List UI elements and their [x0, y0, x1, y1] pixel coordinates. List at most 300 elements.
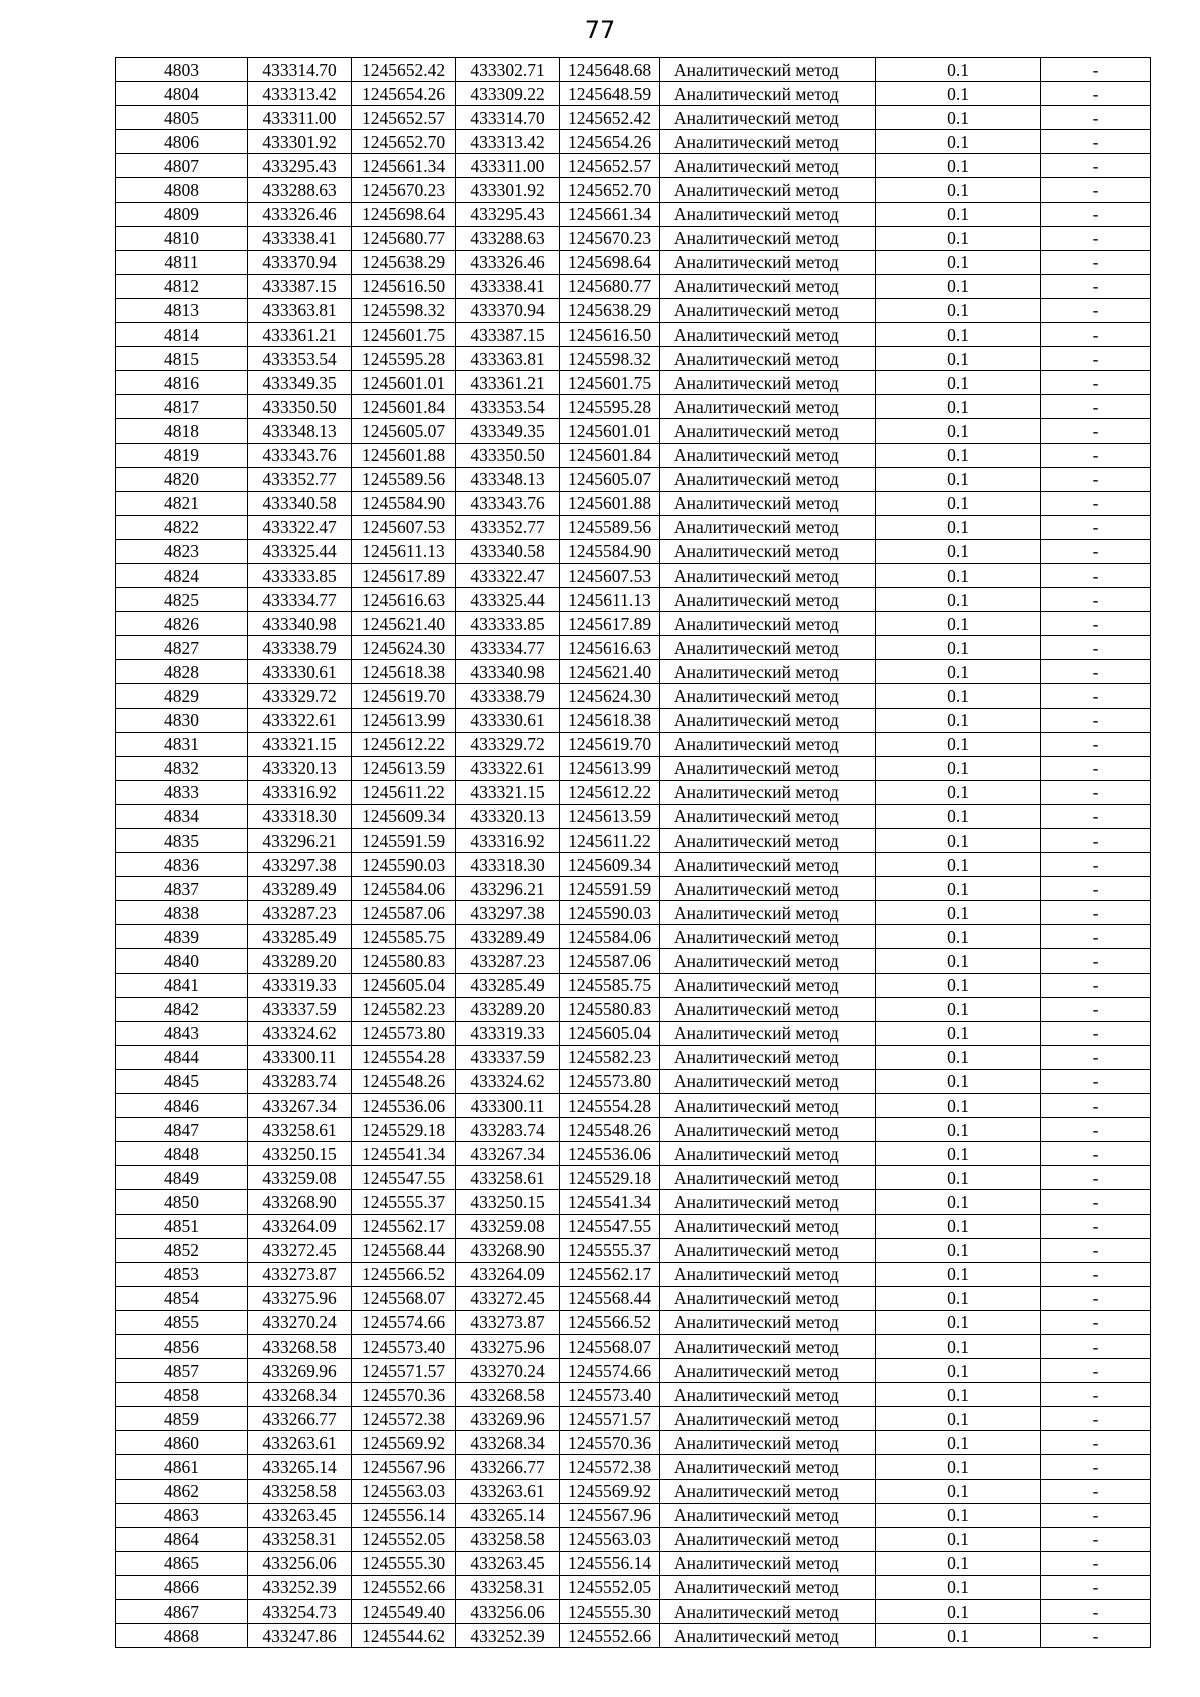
y-coordinate-cell: 1245555.37 [352, 1190, 456, 1214]
prev-x-coordinate-cell: 433363.81 [456, 347, 560, 371]
point-number-cell: 4831 [116, 732, 248, 756]
accuracy-cell: 0.1 [876, 1190, 1041, 1214]
table-row [116, 1214, 1151, 1238]
table-row [116, 1503, 1151, 1527]
method-cell: Аналитический метод [660, 1383, 876, 1407]
method-cell: Аналитический метод [660, 443, 876, 467]
x-coordinate-cell: 433343.76 [248, 443, 352, 467]
y-coordinate-cell: 1245607.53 [352, 515, 456, 539]
point-number-cell: 4824 [116, 563, 248, 587]
method-cell: Аналитический метод [660, 563, 876, 587]
method-cell: Аналитический метод [660, 1045, 876, 1069]
accuracy-cell: 0.1 [876, 684, 1041, 708]
method-cell: Аналитический метод [660, 82, 876, 106]
method-cell: Аналитический метод [660, 853, 876, 877]
method-cell: Аналитический метод [660, 323, 876, 347]
prev-x-coordinate-cell: 433322.61 [456, 756, 560, 780]
table-row [116, 588, 1151, 612]
prev-y-coordinate-cell: 1245566.52 [560, 1310, 660, 1334]
prev-y-coordinate-cell: 1245611.13 [560, 588, 660, 612]
prev-y-coordinate-cell: 1245580.83 [560, 997, 660, 1021]
x-coordinate-cell: 433297.38 [248, 853, 352, 877]
prev-x-coordinate-cell: 433296.21 [456, 877, 560, 901]
method-cell: Аналитический метод [660, 901, 876, 925]
table-row [116, 1142, 1151, 1166]
prev-y-coordinate-cell: 1245569.92 [560, 1479, 660, 1503]
note-cell: - [1041, 226, 1151, 250]
point-number-cell: 4850 [116, 1190, 248, 1214]
table-row [116, 1190, 1151, 1214]
point-number-cell: 4811 [116, 250, 248, 274]
table-row [116, 515, 1151, 539]
accuracy-cell: 0.1 [876, 323, 1041, 347]
accuracy-cell: 0.1 [876, 997, 1041, 1021]
note-cell: - [1041, 660, 1151, 684]
table-row [116, 973, 1151, 997]
method-cell: Аналитический метод [660, 371, 876, 395]
y-coordinate-cell: 1245618.38 [352, 660, 456, 684]
prev-y-coordinate-cell: 1245585.75 [560, 973, 660, 997]
method-cell: Аналитический метод [660, 925, 876, 949]
prev-y-coordinate-cell: 1245556.14 [560, 1551, 660, 1575]
y-coordinate-cell: 1245574.66 [352, 1310, 456, 1334]
x-coordinate-cell: 433265.14 [248, 1455, 352, 1479]
table-row [116, 997, 1151, 1021]
accuracy-cell: 0.1 [876, 298, 1041, 322]
prev-x-coordinate-cell: 433268.90 [456, 1238, 560, 1262]
accuracy-cell: 0.1 [876, 563, 1041, 587]
table-row [116, 443, 1151, 467]
note-cell: - [1041, 925, 1151, 949]
y-coordinate-cell: 1245587.06 [352, 901, 456, 925]
table-row [116, 684, 1151, 708]
note-cell: - [1041, 636, 1151, 660]
note-cell: - [1041, 997, 1151, 1021]
x-coordinate-cell: 433258.31 [248, 1527, 352, 1551]
y-coordinate-cell: 1245584.06 [352, 877, 456, 901]
method-cell: Аналитический метод [660, 1118, 876, 1142]
prev-x-coordinate-cell: 433263.61 [456, 1479, 560, 1503]
prev-y-coordinate-cell: 1245605.07 [560, 467, 660, 491]
prev-x-coordinate-cell: 433314.70 [456, 106, 560, 130]
prev-x-coordinate-cell: 433330.61 [456, 708, 560, 732]
prev-y-coordinate-cell: 1245652.57 [560, 154, 660, 178]
note-cell: - [1041, 1503, 1151, 1527]
point-number-cell: 4816 [116, 371, 248, 395]
y-coordinate-cell: 1245590.03 [352, 853, 456, 877]
prev-x-coordinate-cell: 433267.34 [456, 1142, 560, 1166]
point-number-cell: 4835 [116, 829, 248, 853]
note-cell: - [1041, 1455, 1151, 1479]
table-row [116, 1479, 1151, 1503]
point-number-cell: 4868 [116, 1624, 248, 1648]
prev-x-coordinate-cell: 433268.34 [456, 1431, 560, 1455]
point-number-cell: 4849 [116, 1166, 248, 1190]
x-coordinate-cell: 433269.96 [248, 1359, 352, 1383]
point-number-cell: 4837 [116, 877, 248, 901]
x-coordinate-cell: 433334.77 [248, 588, 352, 612]
method-cell: Аналитический метод [660, 1503, 876, 1527]
point-number-cell: 4847 [116, 1118, 248, 1142]
note-cell: - [1041, 804, 1151, 828]
point-number-cell: 4829 [116, 684, 248, 708]
x-coordinate-cell: 433353.54 [248, 347, 352, 371]
method-cell: Аналитический метод [660, 202, 876, 226]
prev-y-coordinate-cell: 1245612.22 [560, 780, 660, 804]
x-coordinate-cell: 433349.35 [248, 371, 352, 395]
point-number-cell: 4862 [116, 1479, 248, 1503]
y-coordinate-cell: 1245612.22 [352, 732, 456, 756]
prev-y-coordinate-cell: 1245638.29 [560, 298, 660, 322]
note-cell: - [1041, 1069, 1151, 1093]
x-coordinate-cell: 433340.98 [248, 612, 352, 636]
x-coordinate-cell: 433325.44 [248, 539, 352, 563]
y-coordinate-cell: 1245541.34 [352, 1142, 456, 1166]
note-cell: - [1041, 371, 1151, 395]
point-number-cell: 4832 [116, 756, 248, 780]
method-cell: Аналитический метод [660, 636, 876, 660]
accuracy-cell: 0.1 [876, 58, 1041, 82]
point-number-cell: 4845 [116, 1069, 248, 1093]
prev-y-coordinate-cell: 1245611.22 [560, 829, 660, 853]
point-number-cell: 4809 [116, 202, 248, 226]
accuracy-cell: 0.1 [876, 1214, 1041, 1238]
accuracy-cell: 0.1 [876, 1334, 1041, 1358]
prev-y-coordinate-cell: 1245624.30 [560, 684, 660, 708]
point-number-cell: 4839 [116, 925, 248, 949]
point-number-cell: 4812 [116, 274, 248, 298]
note-cell: - [1041, 323, 1151, 347]
table-row [116, 1118, 1151, 1142]
method-cell: Аналитический метод [660, 395, 876, 419]
point-number-cell: 4828 [116, 660, 248, 684]
method-cell: Аналитический метод [660, 347, 876, 371]
note-cell: - [1041, 1310, 1151, 1334]
x-coordinate-cell: 433287.23 [248, 901, 352, 925]
prev-x-coordinate-cell: 433285.49 [456, 973, 560, 997]
note-cell: - [1041, 780, 1151, 804]
method-cell: Аналитический метод [660, 298, 876, 322]
prev-x-coordinate-cell: 433311.00 [456, 154, 560, 178]
prev-y-coordinate-cell: 1245609.34 [560, 853, 660, 877]
method-cell: Аналитический метод [660, 1190, 876, 1214]
note-cell: - [1041, 1166, 1151, 1190]
y-coordinate-cell: 1245661.34 [352, 154, 456, 178]
table-row [116, 1045, 1151, 1069]
note-cell: - [1041, 1527, 1151, 1551]
point-number-cell: 4851 [116, 1214, 248, 1238]
table-row [116, 106, 1151, 130]
note-cell: - [1041, 539, 1151, 563]
point-number-cell: 4856 [116, 1334, 248, 1358]
point-number-cell: 4808 [116, 178, 248, 202]
x-coordinate-cell: 433322.61 [248, 708, 352, 732]
prev-y-coordinate-cell: 1245555.37 [560, 1238, 660, 1262]
table-row [116, 901, 1151, 925]
note-cell: - [1041, 1021, 1151, 1045]
table-row [116, 877, 1151, 901]
y-coordinate-cell: 1245601.84 [352, 395, 456, 419]
x-coordinate-cell: 433340.58 [248, 491, 352, 515]
y-coordinate-cell: 1245616.63 [352, 588, 456, 612]
accuracy-cell: 0.1 [876, 732, 1041, 756]
method-cell: Аналитический метод [660, 804, 876, 828]
table-row [116, 1021, 1151, 1045]
method-cell: Аналитический метод [660, 467, 876, 491]
method-cell: Аналитический метод [660, 274, 876, 298]
y-coordinate-cell: 1245680.77 [352, 226, 456, 250]
x-coordinate-cell: 433387.15 [248, 274, 352, 298]
note-cell: - [1041, 612, 1151, 636]
prev-x-coordinate-cell: 433340.58 [456, 539, 560, 563]
point-number-cell: 4821 [116, 491, 248, 515]
x-coordinate-cell: 433363.81 [248, 298, 352, 322]
y-coordinate-cell: 1245529.18 [352, 1118, 456, 1142]
point-number-cell: 4804 [116, 82, 248, 106]
prev-x-coordinate-cell: 433326.46 [456, 250, 560, 274]
point-number-cell: 4866 [116, 1575, 248, 1599]
table-row [116, 178, 1151, 202]
x-coordinate-cell: 433268.34 [248, 1383, 352, 1407]
note-cell: - [1041, 154, 1151, 178]
y-coordinate-cell: 1245554.28 [352, 1045, 456, 1069]
method-cell: Аналитический метод [660, 1624, 876, 1648]
method-cell: Аналитический метод [660, 419, 876, 443]
point-number-cell: 4838 [116, 901, 248, 925]
y-coordinate-cell: 1245624.30 [352, 636, 456, 660]
accuracy-cell: 0.1 [876, 1383, 1041, 1407]
note-cell: - [1041, 419, 1151, 443]
y-coordinate-cell: 1245652.70 [352, 130, 456, 154]
method-cell: Аналитический метод [660, 1600, 876, 1624]
prev-x-coordinate-cell: 433334.77 [456, 636, 560, 660]
x-coordinate-cell: 433285.49 [248, 925, 352, 949]
prev-y-coordinate-cell: 1245587.06 [560, 949, 660, 973]
accuracy-cell: 0.1 [876, 1166, 1041, 1190]
prev-x-coordinate-cell: 433338.41 [456, 274, 560, 298]
prev-x-coordinate-cell: 433333.85 [456, 612, 560, 636]
coordinates-table [115, 57, 1151, 1648]
accuracy-cell: 0.1 [876, 491, 1041, 515]
x-coordinate-cell: 433288.63 [248, 178, 352, 202]
x-coordinate-cell: 433254.73 [248, 1600, 352, 1624]
prev-y-coordinate-cell: 1245618.38 [560, 708, 660, 732]
note-cell: - [1041, 106, 1151, 130]
x-coordinate-cell: 433273.87 [248, 1262, 352, 1286]
note-cell: - [1041, 853, 1151, 877]
note-cell: - [1041, 1600, 1151, 1624]
note-cell: - [1041, 1431, 1151, 1455]
prev-x-coordinate-cell: 433316.92 [456, 829, 560, 853]
prev-y-coordinate-cell: 1245552.66 [560, 1624, 660, 1648]
x-coordinate-cell: 433324.62 [248, 1021, 352, 1045]
prev-y-coordinate-cell: 1245605.04 [560, 1021, 660, 1045]
accuracy-cell: 0.1 [876, 1069, 1041, 1093]
prev-x-coordinate-cell: 433340.98 [456, 660, 560, 684]
point-number-cell: 4843 [116, 1021, 248, 1045]
prev-x-coordinate-cell: 433300.11 [456, 1094, 560, 1118]
note-cell: - [1041, 1407, 1151, 1431]
accuracy-cell: 0.1 [876, 1094, 1041, 1118]
accuracy-cell: 0.1 [876, 756, 1041, 780]
prev-y-coordinate-cell: 1245619.70 [560, 732, 660, 756]
x-coordinate-cell: 433268.58 [248, 1334, 352, 1358]
table-row [116, 563, 1151, 587]
prev-y-coordinate-cell: 1245661.34 [560, 202, 660, 226]
x-coordinate-cell: 433263.45 [248, 1503, 352, 1527]
prev-x-coordinate-cell: 433289.49 [456, 925, 560, 949]
x-coordinate-cell: 433326.46 [248, 202, 352, 226]
point-number-cell: 4819 [116, 443, 248, 467]
y-coordinate-cell: 1245573.40 [352, 1334, 456, 1358]
prev-y-coordinate-cell: 1245601.88 [560, 491, 660, 515]
y-coordinate-cell: 1245605.04 [352, 973, 456, 997]
y-coordinate-cell: 1245568.07 [352, 1286, 456, 1310]
accuracy-cell: 0.1 [876, 1600, 1041, 1624]
table-row [116, 732, 1151, 756]
x-coordinate-cell: 433370.94 [248, 250, 352, 274]
note-cell: - [1041, 1142, 1151, 1166]
point-number-cell: 4841 [116, 973, 248, 997]
accuracy-cell: 0.1 [876, 925, 1041, 949]
prev-x-coordinate-cell: 433352.77 [456, 515, 560, 539]
x-coordinate-cell: 433266.77 [248, 1407, 352, 1431]
point-number-cell: 4826 [116, 612, 248, 636]
table-row [116, 274, 1151, 298]
prev-y-coordinate-cell: 1245595.28 [560, 395, 660, 419]
point-number-cell: 4823 [116, 539, 248, 563]
prev-y-coordinate-cell: 1245573.40 [560, 1383, 660, 1407]
prev-y-coordinate-cell: 1245648.68 [560, 58, 660, 82]
method-cell: Аналитический метод [660, 1142, 876, 1166]
point-number-cell: 4853 [116, 1262, 248, 1286]
y-coordinate-cell: 1245585.75 [352, 925, 456, 949]
table-row [116, 202, 1151, 226]
method-cell: Аналитический метод [660, 973, 876, 997]
y-coordinate-cell: 1245595.28 [352, 347, 456, 371]
method-cell: Аналитический метод [660, 1455, 876, 1479]
note-cell: - [1041, 395, 1151, 419]
prev-y-coordinate-cell: 1245571.57 [560, 1407, 660, 1431]
accuracy-cell: 0.1 [876, 178, 1041, 202]
accuracy-cell: 0.1 [876, 1045, 1041, 1069]
accuracy-cell: 0.1 [876, 1021, 1041, 1045]
method-cell: Аналитический метод [660, 1238, 876, 1262]
prev-x-coordinate-cell: 433361.21 [456, 371, 560, 395]
y-coordinate-cell: 1245552.05 [352, 1527, 456, 1551]
method-cell: Аналитический метод [660, 780, 876, 804]
note-cell: - [1041, 1551, 1151, 1575]
point-number-cell: 4863 [116, 1503, 248, 1527]
x-coordinate-cell: 433320.13 [248, 756, 352, 780]
accuracy-cell: 0.1 [876, 1455, 1041, 1479]
method-cell: Аналитический метод [660, 106, 876, 130]
method-cell: Аналитический метод [660, 732, 876, 756]
y-coordinate-cell: 1245552.66 [352, 1575, 456, 1599]
note-cell: - [1041, 58, 1151, 82]
accuracy-cell: 0.1 [876, 154, 1041, 178]
accuracy-cell: 0.1 [876, 1431, 1041, 1455]
method-cell: Аналитический метод [660, 491, 876, 515]
accuracy-cell: 0.1 [876, 515, 1041, 539]
note-cell: - [1041, 1383, 1151, 1407]
y-coordinate-cell: 1245536.06 [352, 1094, 456, 1118]
prev-y-coordinate-cell: 1245529.18 [560, 1166, 660, 1190]
table-row [116, 1431, 1151, 1455]
x-coordinate-cell: 433295.43 [248, 154, 352, 178]
y-coordinate-cell: 1245670.23 [352, 178, 456, 202]
note-cell: - [1041, 588, 1151, 612]
method-cell: Аналитический метод [660, 1479, 876, 1503]
point-number-cell: 4825 [116, 588, 248, 612]
x-coordinate-cell: 433256.06 [248, 1551, 352, 1575]
note-cell: - [1041, 491, 1151, 515]
prev-x-coordinate-cell: 433263.45 [456, 1551, 560, 1575]
prev-y-coordinate-cell: 1245598.32 [560, 347, 660, 371]
point-number-cell: 4854 [116, 1286, 248, 1310]
prev-x-coordinate-cell: 433343.76 [456, 491, 560, 515]
method-cell: Аналитический метод [660, 708, 876, 732]
accuracy-cell: 0.1 [876, 274, 1041, 298]
prev-y-coordinate-cell: 1245552.05 [560, 1575, 660, 1599]
method-cell: Аналитический метод [660, 1431, 876, 1455]
prev-x-coordinate-cell: 433348.13 [456, 467, 560, 491]
x-coordinate-cell: 433259.08 [248, 1166, 352, 1190]
prev-y-coordinate-cell: 1245617.89 [560, 612, 660, 636]
prev-y-coordinate-cell: 1245613.99 [560, 756, 660, 780]
prev-y-coordinate-cell: 1245582.23 [560, 1045, 660, 1069]
x-coordinate-cell: 433329.72 [248, 684, 352, 708]
accuracy-cell: 0.1 [876, 829, 1041, 853]
x-coordinate-cell: 433318.30 [248, 804, 352, 828]
y-coordinate-cell: 1245555.30 [352, 1551, 456, 1575]
y-coordinate-cell: 1245556.14 [352, 1503, 456, 1527]
x-coordinate-cell: 433275.96 [248, 1286, 352, 1310]
accuracy-cell: 0.1 [876, 1286, 1041, 1310]
accuracy-cell: 0.1 [876, 1503, 1041, 1527]
prev-x-coordinate-cell: 433349.35 [456, 419, 560, 443]
y-coordinate-cell: 1245547.55 [352, 1166, 456, 1190]
method-cell: Аналитический метод [660, 178, 876, 202]
prev-x-coordinate-cell: 433270.24 [456, 1359, 560, 1383]
prev-x-coordinate-cell: 433337.59 [456, 1045, 560, 1069]
accuracy-cell: 0.1 [876, 780, 1041, 804]
method-cell: Аналитический метод [660, 1551, 876, 1575]
table-row [116, 298, 1151, 322]
table-row [116, 1407, 1151, 1431]
prev-y-coordinate-cell: 1245652.42 [560, 106, 660, 130]
accuracy-cell: 0.1 [876, 1527, 1041, 1551]
point-number-cell: 4833 [116, 780, 248, 804]
prev-x-coordinate-cell: 433319.33 [456, 1021, 560, 1045]
note-cell: - [1041, 563, 1151, 587]
x-coordinate-cell: 433267.34 [248, 1094, 352, 1118]
note-cell: - [1041, 877, 1151, 901]
y-coordinate-cell: 1245601.75 [352, 323, 456, 347]
prev-x-coordinate-cell: 433250.15 [456, 1190, 560, 1214]
x-coordinate-cell: 433321.15 [248, 732, 352, 756]
prev-x-coordinate-cell: 433275.96 [456, 1334, 560, 1358]
method-cell: Аналитический метод [660, 877, 876, 901]
prev-y-coordinate-cell: 1245562.17 [560, 1262, 660, 1286]
prev-y-coordinate-cell: 1245591.59 [560, 877, 660, 901]
point-number-cell: 4860 [116, 1431, 248, 1455]
table-row [116, 756, 1151, 780]
x-coordinate-cell: 433350.50 [248, 395, 352, 419]
prev-x-coordinate-cell: 433269.96 [456, 1407, 560, 1431]
table-row [116, 1551, 1151, 1575]
accuracy-cell: 0.1 [876, 1262, 1041, 1286]
